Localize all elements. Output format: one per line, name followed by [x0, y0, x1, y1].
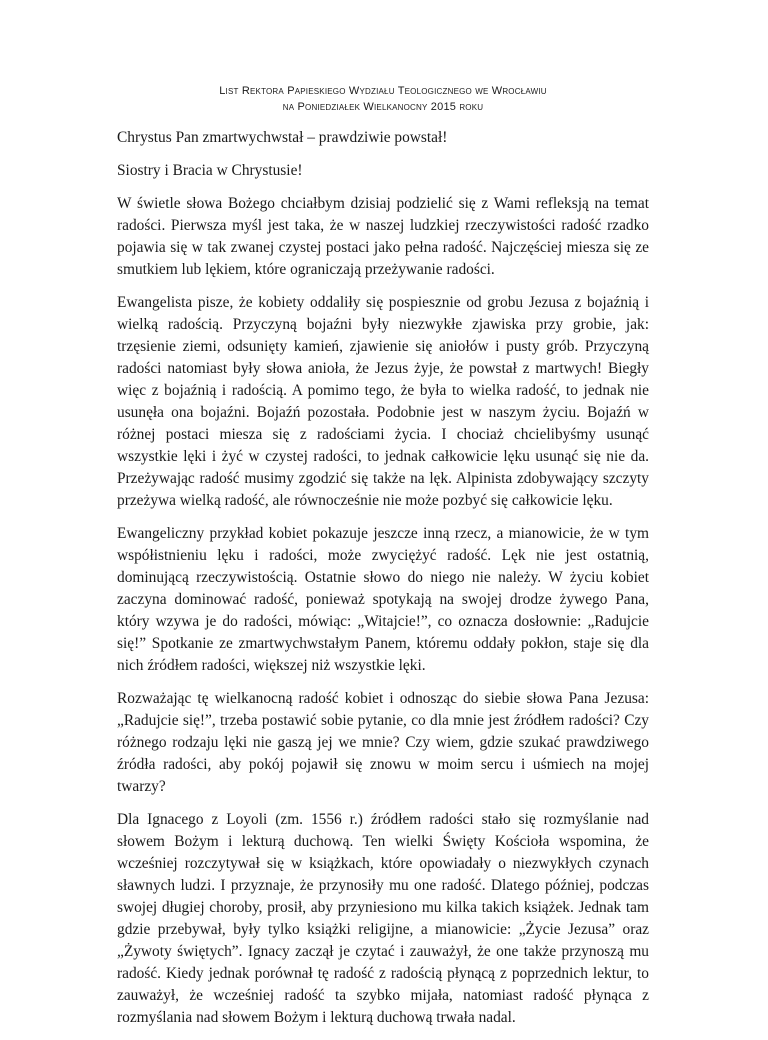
body-paragraph-1: W świetle słowa Bożego chciałbym dzisiaj podzielić się z Wami refleksją na temat radości. Pierwsza myśl jest taka, że w naszej ludzkiej rzeczywistości radość rzadko pojawia się w tak zwanej czystej postaci jako pełna radość. Najczęściej miesza się ze smutkiem lub lękiem, które ograniczają przeżywanie radości. [117, 195, 649, 278]
body-paragraph-3: Ewangeliczny przykład kobiet pokazuje jeszcze inną rzecz, a mianowicie, że w tym współistnieniu lęku i radości, może zwyciężyć radość. Lęk nie jest ostatnią, dominującą rzeczywistością. Ostatnie słowo do niego nie należy. W życiu kobiet zaczyna dominować radość, ponieważ spotykają na swojej drodze żywego Pana, który wzywa je do radości, mówiąc: „Witajcie!”, co oznacza dosłownie: „Radujcie się!” Spotkanie ze zmartwychwstałym Panem, któremu oddały pokłon, staje się dla nich źródłem radości, większej niż wszystkie lęki. [117, 525, 649, 674]
greeting-paragraph: Chrystus Pan zmartwychwstał – prawdziwie powstał! [117, 129, 448, 146]
heading-line-2: na Poniedziałek Wielkanocny 2015 roku [282, 101, 484, 113]
salutation-paragraph: Siostry i Bracia w Chrystusie! [117, 162, 303, 179]
body-paragraph-2: Ewangelista pisze, że kobiety oddaliły się pospiesznie od grobu Jezusa z bojaźnią i wielką radością. Przyczyną bojaźni były niezwykłe zjawiska przy grobie, jak: trzęsienie ziemi, odsunięty kamień, zjawienie się aniołów i pusty grób. Przyczyną radości natomiast były słowa anioła, że Jezus żyje, że powstał z martwych! Biegły więc z bojaźnią i radością. A pomimo tego, że była to wielka radość, to jednak nie usunęła ona bojaźni. Bojaźń pozostała. Podobnie jest w naszym życiu. Bojaźń w różnej postaci miesza się z radościami życia. I chociaż chcielibyśmy usunąć wszystkie lęki i żyć w czystej radości, to jednak całkowicie lęku usunąć się nie da. Przeżywając radość musimy zgodzić się także na lęk. Alpinista zdobywający szczyty przeżywa wielką radość, ale równocześnie nie może pozbyć się całkowicie lęku. [117, 294, 649, 509]
body-paragraph-4: Rozważając tę wielkanocną radość kobiet i odnosząc do siebie słowa Pana Jezusa: „Radujcie się!”, trzeba postawić sobie pytanie, co dla mnie jest źródłem radości? Czy różnego rodzaju lęki nie gaszą jej we mnie? Czy wiem, gdzie szukać prawdziwego źródła radości, aby pokój pojawił się znowu w moim sercu i uśmiech na mojej twarzy? [117, 690, 649, 795]
heading-line-1: List Rektora Papieskiego Wydziału Teologicznego we Wrocławiu [219, 85, 547, 97]
body-paragraph-5: Dla Ignacego z Loyoli (zm. 1556 r.) źródłem radości stało się rozmyślanie nad słowem Bożym i lekturą duchową. Ten wielki Święty Kościoła wspomina, że wcześniej rozczytywał się w książkach, które opowiadały o niezwykłych czynach sławnych ludzi. I przyznaje, że przynosiły mu one radość. Dlatego później, podczas swojej długiej choroby, prosił, aby przyniesiono mu kilka takich książek. Jednak tam gdzie przebywał, były tylko książki religijne, a mianowicie: „Życie Jezusa” oraz „Żywoty świętych”. Ignacy zaczął je czytać i zauważył, że one także przynoszą mu radość. Kiedy jednak porównał tę radość z radością płynącą z poprzednich lektur, to zauważył, że wcześniej radość ta szybko mijała, natomiast radość płynąca z rozmyślania nad słowem Bożym i lekturą duchową trwała nadal. [117, 811, 649, 1026]
letter-heading [117, 83, 649, 115]
document-page [117, 83, 649, 1040]
